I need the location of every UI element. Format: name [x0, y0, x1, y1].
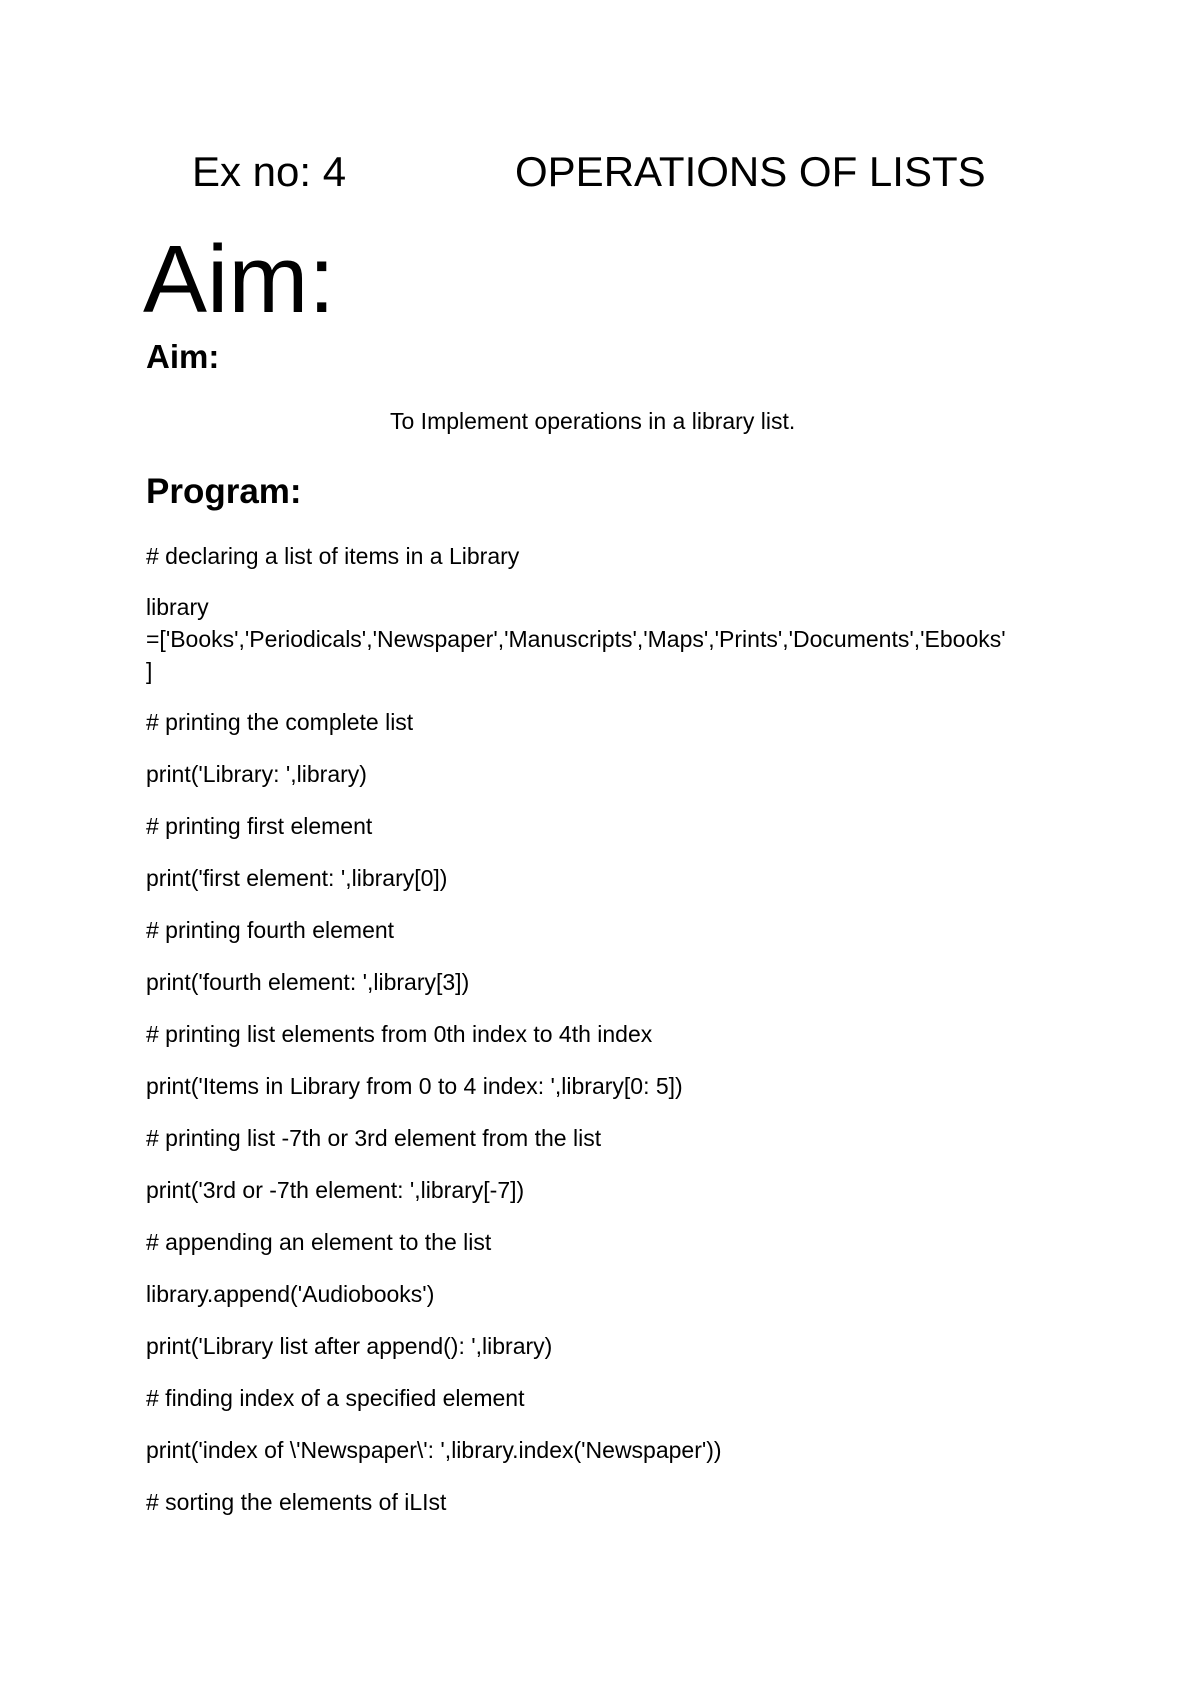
code-line: # printing list elements from 0th index to 4th index: [146, 1021, 653, 1047]
exercise-number: Ex no: 4: [192, 148, 347, 195]
program-heading: Program:: [146, 472, 302, 511]
code-line: print('Items in Library from 0 to 4 index: ',library[0: 5]): [146, 1073, 683, 1099]
code-line: print('index of \'Newspaper\': ',library.index('Newspaper')): [146, 1437, 722, 1463]
code-line: # finding index of a specified element: [146, 1385, 525, 1411]
code-line: # printing first element: [146, 813, 373, 839]
code-line: print('Library: ',library): [146, 761, 367, 787]
code-line: # declaring a list of items in a Library: [146, 543, 520, 569]
document-title: OPERATIONS OF LISTS: [515, 148, 986, 195]
code-line: # appending an element to the list: [146, 1229, 492, 1255]
code-line: ]: [146, 658, 153, 684]
code-line: print('fourth element: ',library[3]): [146, 969, 470, 995]
code-line: print('3rd or -7th element: ',library[-7]): [146, 1177, 525, 1203]
code-line: library: [146, 594, 209, 620]
code-line: # printing the complete list: [146, 709, 414, 735]
code-line: print('first element: ',library[0]): [146, 865, 448, 891]
code-line: # sorting the elements of iLIst: [146, 1489, 447, 1515]
aim-heading: Aim:: [146, 338, 220, 375]
code-line: # printing fourth element: [146, 917, 395, 943]
aim-large-heading: Aim:: [143, 226, 335, 333]
code-line: # printing list -7th or 3rd element from the list: [146, 1125, 602, 1151]
code-line: library.append('Audiobooks'): [146, 1281, 435, 1307]
code-line: print('Library list after append(): ',library): [146, 1333, 553, 1359]
aim-text: To Implement operations in a library list.: [390, 408, 796, 434]
code-line: =['Books','Periodicals','Newspaper','Manuscripts','Maps','Prints','Documents','Ebooks': [146, 626, 1006, 652]
